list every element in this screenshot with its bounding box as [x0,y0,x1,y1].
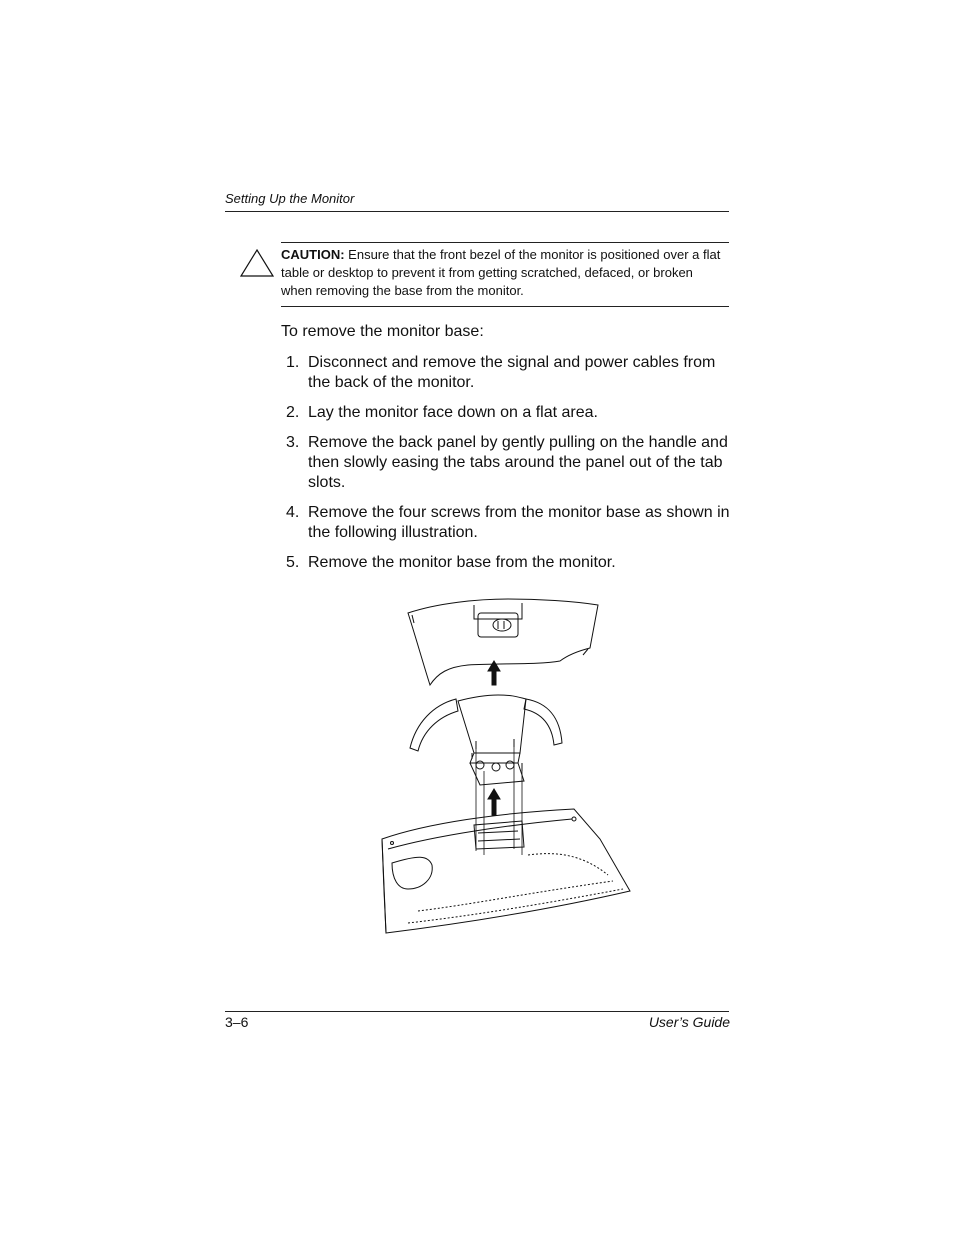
monitor-back-drawing [382,809,630,933]
step-text: Remove the back panel by gently pulling on the handle and then slowly easing the tabs around the panel out of the tab slots. [308,434,728,491]
step-number: 5. [286,554,300,571]
step-item [281,353,731,393]
caution-text: Ensure that the front bezel of the monitor is positioned over a flat table or desktop to prevent it from getting scratched, defaced, or broken when removing the base from the monitor. [281,247,721,298]
monitor-base-removal-illustration [378,593,634,938]
steps-list [281,353,731,583]
step-item [281,503,731,543]
step-item [281,553,731,573]
header-rule [225,211,729,212]
step-item [281,433,731,493]
step-item [281,403,731,423]
step-number: 1. [286,354,300,371]
step-number: 4. [286,504,300,521]
caution-top-rule [281,242,729,243]
caution-label: CAUTION: [281,247,345,262]
page-number: 3–6 [225,1014,249,1030]
caution-block [281,246,726,300]
caution-bottom-rule [281,306,729,307]
step-text: Disconnect and remove the signal and power cables from the back of the monitor. [308,354,716,391]
stand-drawing [410,695,562,785]
step-text: Remove the monitor base from the monitor. [308,554,616,571]
running-title: Setting Up the Monitor [225,191,355,206]
arrow-up-icon [488,789,500,815]
intro-text: To remove the monitor base: [281,323,484,340]
step-number: 2. [286,404,300,421]
step-text: Lay the monitor face down on a flat area. [308,404,598,421]
guide-title: User’s Guide [648,1014,730,1030]
step-text: Remove the four screws from the monitor base as shown in the following illustration. [308,504,730,541]
base-cover-drawing [408,599,598,685]
caution-triangle-icon [239,248,275,278]
footer-rule [225,1011,729,1012]
step-number: 3. [286,434,300,451]
